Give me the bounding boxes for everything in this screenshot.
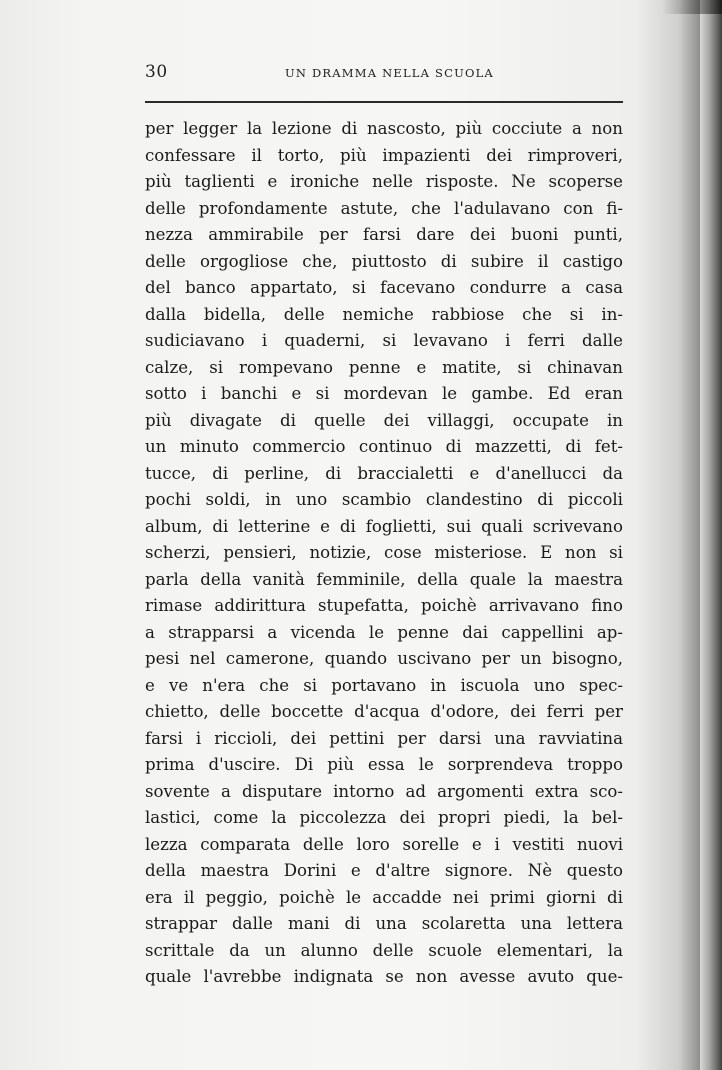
- page-header: [145, 62, 623, 86]
- text-line: scrittale da un alunno delle scuole elementari, la: [145, 940, 623, 960]
- text-line: pochi soldi, in uno scambio clandestino di piccoli: [145, 490, 623, 509]
- text-line: tucce, di perline, di braccialetti e d'anellucci da: [145, 463, 623, 483]
- page-edge-shadow: [700, 0, 722, 1070]
- text-line: scherzi, pensieri, notizie, cose misteriose. E non si: [145, 543, 623, 562]
- text-line: più taglienti e ironiche nelle risposte. Ne scoperse: [145, 172, 623, 191]
- corner-shadow: [662, 0, 722, 14]
- text-line: un minuto commercio continuo di mazzetti, di fet-: [145, 437, 623, 456]
- page-number: 30: [145, 62, 168, 82]
- text-line: della maestra Dorini e d'altre signore. Nè questo: [145, 861, 623, 880]
- text-line: rimase addirittura stupefatta, poichè arrivavano fino: [145, 596, 623, 615]
- text-line: sotto i banchi e si mordevan le gambe. Ed eran: [145, 384, 623, 403]
- text-line: sudiciavano i quaderni, si levavano i ferri dalle: [145, 331, 623, 350]
- text-line: e ve n'era che si portavano in iscuola uno spec-: [145, 675, 623, 695]
- text-line: quale l'avrebbe indignata se non avesse avuto que-: [145, 967, 623, 986]
- text-line: sovente a disputare intorno ad argomenti extra sco-: [145, 781, 623, 801]
- text-line: delle profondamente astute, che l'adulavano con fi-: [145, 198, 623, 218]
- text-line: chietto, delle boccette d'acqua d'odore, dei ferri per: [145, 702, 623, 721]
- text-line: nezza ammirabile per farsi dare dei buoni punti,: [145, 225, 623, 244]
- text-line: più divagate di quelle dei villaggi, occupate in: [145, 410, 623, 430]
- text-line: calze, si rompevano penne e matite, si chinavan: [145, 357, 623, 377]
- header-rule: [145, 101, 623, 103]
- text-line: lezza comparata delle loro sorelle e i vestiti nuovi: [145, 834, 623, 854]
- text-line: farsi i riccioli, dei pettini per darsi una ravviatina: [145, 728, 623, 748]
- text-line: confessare il torto, più impazienti dei rimproveri,: [145, 145, 623, 165]
- text-line: parla della vanità femminile, della quale la maestra: [145, 569, 623, 589]
- text-line: per legger la lezione di nascosto, più cocciute a non: [145, 119, 623, 138]
- text-line: del banco appartato, si facevano condurre a casa: [145, 278, 623, 297]
- text-line: a strapparsi a vicenda le penne dai cappellini ap-: [145, 622, 623, 642]
- text-line: pesi nel camerone, quando uscivano per un bisogno,: [145, 649, 623, 668]
- text-line: lastici, come la piccolezza dei propri piedi, la bel-: [145, 808, 623, 827]
- text-line: delle orgogliose che, piuttosto di subire il castigo: [145, 251, 623, 271]
- text-line: prima d'uscire. Di più essa le sorprendeva troppo: [145, 755, 623, 774]
- text-line: strappar dalle mani di una scolaretta una lettera: [145, 914, 623, 933]
- body-text: [145, 116, 623, 991]
- text-line: album, di letterine e di foglietti, sui quali scrivevano: [145, 516, 623, 536]
- text-line: dalla bidella, delle nemiche rabbiose che si in-: [145, 304, 623, 324]
- running-head: UN DRAMMA NELLA SCUOLA: [285, 66, 494, 80]
- text-line: era il peggio, poichè le accadde nei primi giorni di: [145, 887, 623, 907]
